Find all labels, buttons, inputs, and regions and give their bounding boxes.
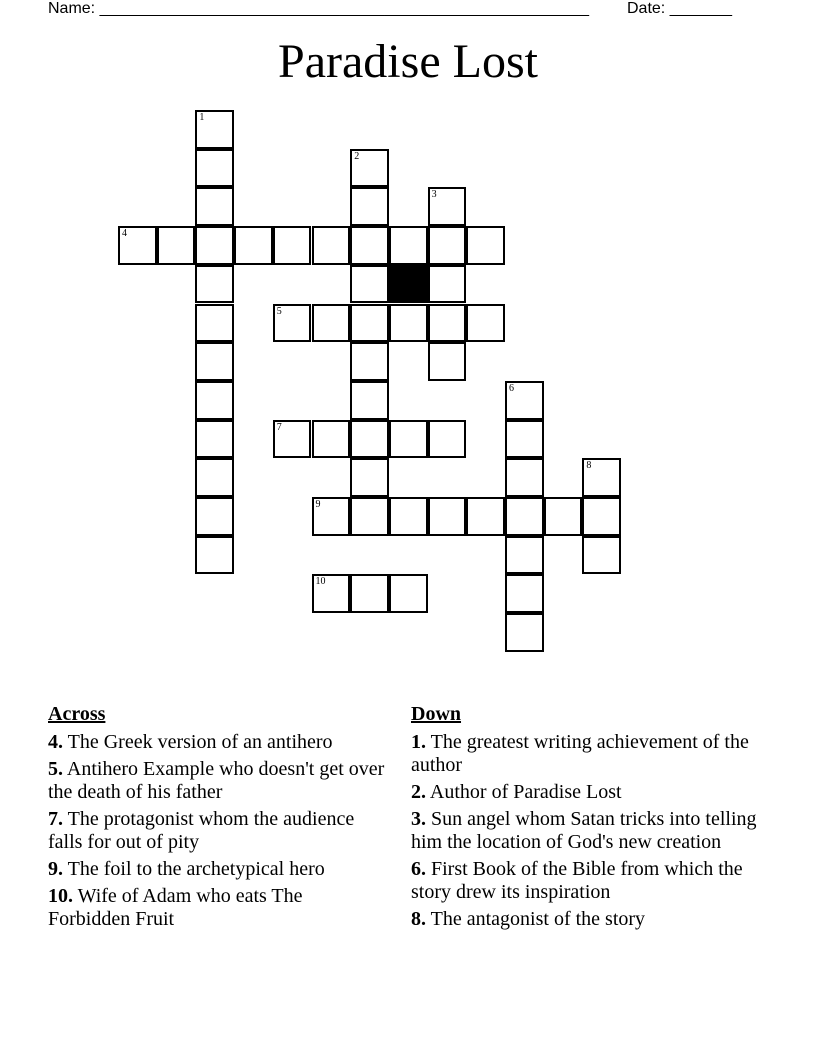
down-clue xyxy=(411,908,771,931)
name-field[interactable]: Name: _______________________________________________________ xyxy=(48,0,589,17)
clue-number-label: 3 xyxy=(431,189,437,201)
clue-number: 4. xyxy=(48,731,63,753)
clue-number: 9. xyxy=(48,858,63,880)
crossword-cell[interactable] xyxy=(505,536,544,575)
crossword-cell[interactable] xyxy=(195,304,234,343)
clue-text: Wife of Adam who eats The Forbidden Fruit xyxy=(48,885,303,930)
down-clue xyxy=(411,808,771,854)
crossword-cell[interactable] xyxy=(350,458,389,497)
clue-text: The greatest writing achievement of the author xyxy=(411,731,749,776)
crossword-cell[interactable] xyxy=(505,497,544,536)
crossword-cell[interactable] xyxy=(195,226,234,265)
crossword-cell[interactable] xyxy=(582,536,621,575)
crossword-cell[interactable] xyxy=(195,381,234,420)
date-field[interactable]: Date: _______ xyxy=(627,0,732,17)
clue-number: 5. xyxy=(48,758,63,780)
crossword-cell[interactable] xyxy=(195,458,234,497)
crossword-cell[interactable] xyxy=(428,420,467,459)
crossword-cell[interactable] xyxy=(466,497,505,536)
crossword-cell[interactable] xyxy=(350,497,389,536)
clue-number-label: 1 xyxy=(199,112,205,123)
down-clues xyxy=(411,703,771,935)
crossword-cell[interactable] xyxy=(350,187,389,226)
crossword-cell[interactable] xyxy=(312,420,351,459)
crossword-cell[interactable] xyxy=(195,110,234,149)
clue-number-label: 2 xyxy=(354,150,360,162)
crossword-cell[interactable] xyxy=(350,304,389,343)
clue-text: The protagonist whom the audience falls for out of pity xyxy=(48,808,355,853)
crossword-cell[interactable] xyxy=(312,226,351,265)
crossword-cell[interactable] xyxy=(195,265,234,304)
crossword-cell[interactable] xyxy=(195,420,234,459)
across-clue xyxy=(48,858,388,881)
clue-number-label: 4 xyxy=(122,228,127,240)
crossword-cell[interactable] xyxy=(505,381,544,420)
crossword-cell[interactable] xyxy=(195,149,234,188)
crossword-cell[interactable] xyxy=(350,381,389,420)
clue-number: 6. xyxy=(411,858,426,880)
clue-number: 1. xyxy=(411,731,426,753)
down-heading: Down xyxy=(411,703,462,725)
clue-number: 7. xyxy=(48,808,63,830)
down-clue xyxy=(411,781,771,804)
black-square xyxy=(389,265,428,304)
crossword-cell[interactable] xyxy=(118,226,157,265)
crossword-cell[interactable] xyxy=(428,226,467,265)
crossword-cell[interactable] xyxy=(428,304,467,343)
clue-text: The Greek version of an antihero xyxy=(67,731,333,753)
crossword-cell[interactable] xyxy=(505,574,544,613)
down-clue xyxy=(411,731,771,777)
across-clue xyxy=(48,731,388,754)
crossword-cell[interactable] xyxy=(312,497,351,536)
down-clue xyxy=(411,858,771,904)
crossword-cell[interactable] xyxy=(389,226,428,265)
crossword-cell[interactable] xyxy=(273,420,312,459)
crossword-cell[interactable] xyxy=(234,226,273,265)
crossword-cell[interactable] xyxy=(428,187,467,226)
crossword-cell[interactable] xyxy=(389,420,428,459)
clue-text: Sun angel whom Satan tricks into telling him the location of God's new creation xyxy=(411,808,757,853)
crossword-cell[interactable] xyxy=(505,458,544,497)
across-heading: Across xyxy=(48,703,106,725)
clue-number-label: 10 xyxy=(315,576,326,588)
crossword-cell[interactable] xyxy=(350,226,389,265)
crossword-cell[interactable] xyxy=(312,574,351,613)
crossword-cell[interactable] xyxy=(273,226,312,265)
page-title: Paradise Lost xyxy=(278,35,538,88)
across-clue xyxy=(48,758,388,804)
clue-number-label: 6 xyxy=(509,382,514,394)
across-clue xyxy=(48,885,388,931)
crossword-cell[interactable] xyxy=(350,420,389,459)
crossword-cell[interactable] xyxy=(350,574,389,613)
crossword-cell[interactable] xyxy=(195,187,234,226)
clue-text: The antagonist of the story xyxy=(430,908,646,930)
across-clues xyxy=(48,703,388,935)
crossword-cell[interactable] xyxy=(428,342,467,381)
clue-text: The foil to the archetypical hero xyxy=(67,858,325,880)
clue-number: 8. xyxy=(411,908,426,930)
crossword-cell[interactable] xyxy=(389,497,428,536)
crossword-cell[interactable] xyxy=(466,226,505,265)
crossword-cell[interactable] xyxy=(505,420,544,459)
clue-text: First Book of the Bible from which the story drew its inspiration xyxy=(411,858,743,903)
crossword-cell[interactable] xyxy=(582,497,621,536)
crossword-cell[interactable] xyxy=(350,149,389,188)
clue-number-label: 8 xyxy=(586,460,592,472)
clue-number-label: 9 xyxy=(315,499,321,510)
across-clue xyxy=(48,808,388,854)
crossword-cell[interactable] xyxy=(350,265,389,304)
crossword-cell[interactable] xyxy=(273,304,312,343)
crossword-cell[interactable] xyxy=(389,574,428,613)
crossword-cell[interactable] xyxy=(195,342,234,381)
crossword-cell[interactable] xyxy=(544,497,583,536)
crossword-cell[interactable] xyxy=(157,226,196,265)
clue-text: Author of Paradise Lost xyxy=(429,781,622,803)
crossword-cell[interactable] xyxy=(312,304,351,343)
crossword-cell[interactable] xyxy=(428,497,467,536)
crossword-cell[interactable] xyxy=(582,458,621,497)
crossword-cell[interactable] xyxy=(195,497,234,536)
crossword-cell[interactable] xyxy=(350,342,389,381)
crossword-cell[interactable] xyxy=(389,304,428,343)
crossword-cell[interactable] xyxy=(428,265,467,304)
clue-number-label: 5 xyxy=(276,305,282,317)
crossword-cell[interactable] xyxy=(505,613,544,652)
clue-number: 10. xyxy=(48,885,73,907)
clue-number: 3. xyxy=(411,808,426,830)
clue-number-label: 7 xyxy=(276,421,282,433)
clue-number: 2. xyxy=(411,781,426,803)
crossword-cell[interactable] xyxy=(195,536,234,575)
clue-text: Antihero Example who doesn't get over the death of his father xyxy=(48,758,385,803)
crossword-cell[interactable] xyxy=(466,304,505,343)
